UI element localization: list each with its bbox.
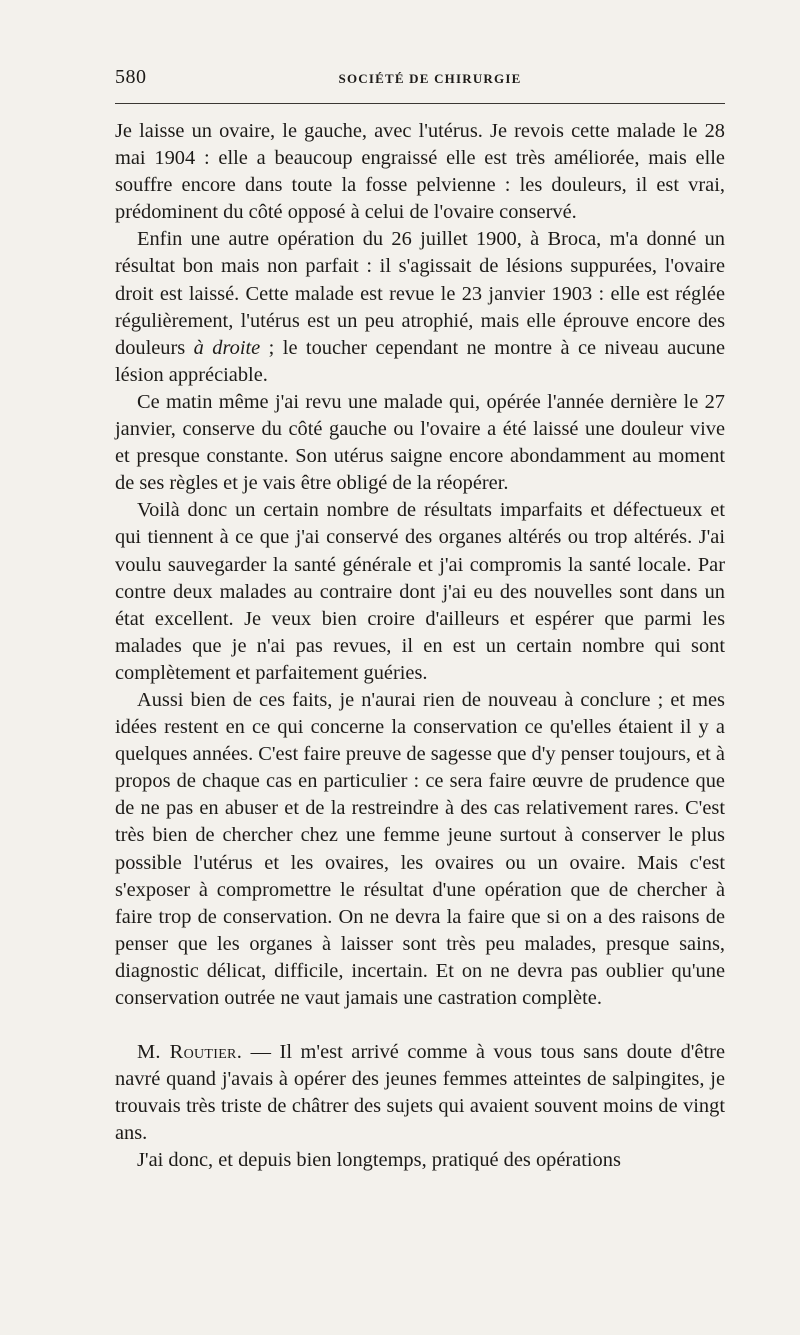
running-head: [115, 66, 725, 92]
paragraph-broca-case: [115, 226, 725, 389]
paragraph-text: ; le toucher cependant ne montre à ce niveau aucune lésion appréciable.: [115, 336, 725, 386]
italic-phrase: à droite: [193, 336, 261, 359]
paragraph-results: Voilà donc un certain nombre de résultats imparfaits et défectueux et qui tiennent à ce que j'ai conservé des organes altérés ou trop altérés. J'ai voulu sauvegarder la santé générale et j'ai compromis la santé locale. Par contre deux malades au contraire dont j'ai eu des nouvelles sont dans un état excellent. Je veux bien croire d'ailleurs et espérer que parmi les malades que je n'ai pas revues, il en est un certain nombre qui sont complètement et parfaitement guéries.: [115, 499, 725, 684]
body-text: [115, 118, 725, 1175]
paragraph-text: Enfin une autre opération du 26 juillet 1900, à Broca, m'a donné un résultat bon mais non parfait : il s'agissait de lésions suppurées, l'ovaire droit est laissé. Cette malade est revue le 23 janvier 1903 : elle est réglée régulièrement, l'utérus est un peu atrophié, mais elle éprouve encore des douleurs: [115, 228, 725, 359]
paragraph-morning-case: Ce matin même j'ai revu une malade qui, opérée l'année dernière le 27 janvier, conserve du côté gauche ou l'ovaire a été laissé une douleur vive et presque constante. Son utérus saigne encore abondamment au moment de ses règles et je vais être obligé de la réopérer.: [115, 390, 725, 495]
paragraph-text: — Il m'est arrivé comme à vous tous sans doute d'être navré quand j'avais à opérer des jeunes femmes atteintes de salpingites, je trouvais très triste de châtrer des sujets qui avaient souvent moins de vingt ans.: [115, 1041, 725, 1145]
paragraph-final: J'ai donc, et depuis bien longtemps, pratiqué des opérations: [137, 1149, 621, 1172]
paragraph-conclusion: Aussi bien de ces faits, je n'aurai rien de nouveau à conclure ; et mes idées restent en ce qui concerne la conservation ce qu'elles étaient il y a quelques années. C'est faire preuve de sagesse que d'y penser toujours, et à propos de chaque cas en particulier : ce sera faire œuvre de prudence que de ne pas en abuser et de la restreindre à des cas relativement rares. C'est très bien de chercher chez une femme jeune surtout à conserver le plus possible l'utérus et les ovaires, les ovaires ou un ovaire. Mais c'est s'exposer à compromettre le résultat d'une opération que de chercher à faire trop de conservation. On ne devra la faire que si on a des raisons de penser que les organes à laisser sont très peu malades, presque sains, diagnostic délicat, difficile, incertain. Et on ne devra pas oublier qu'une conservation outrée ne vaut jamais une castration complète.: [115, 688, 725, 1009]
journal-title: SOCIÉTÉ DE CHIRURGIE: [338, 71, 522, 86]
paragraph-routier: [115, 1039, 725, 1147]
paragraph-continuation: Je laisse un ovaire, le gauche, avec l'utérus. Je revois cette malade le 28 mai 1904 : elle a beaucoup engraissé elle est très améliorée, mais elle souffre encore dans toute la fosse pelvienne : les douleurs, il est vrai, prédominent du côté opposé à celui de l'ovaire conservé.: [115, 120, 725, 224]
header-rule: [115, 103, 725, 104]
page-number: 580: [115, 66, 147, 88]
speaker-name: M. Routier.: [137, 1041, 243, 1064]
